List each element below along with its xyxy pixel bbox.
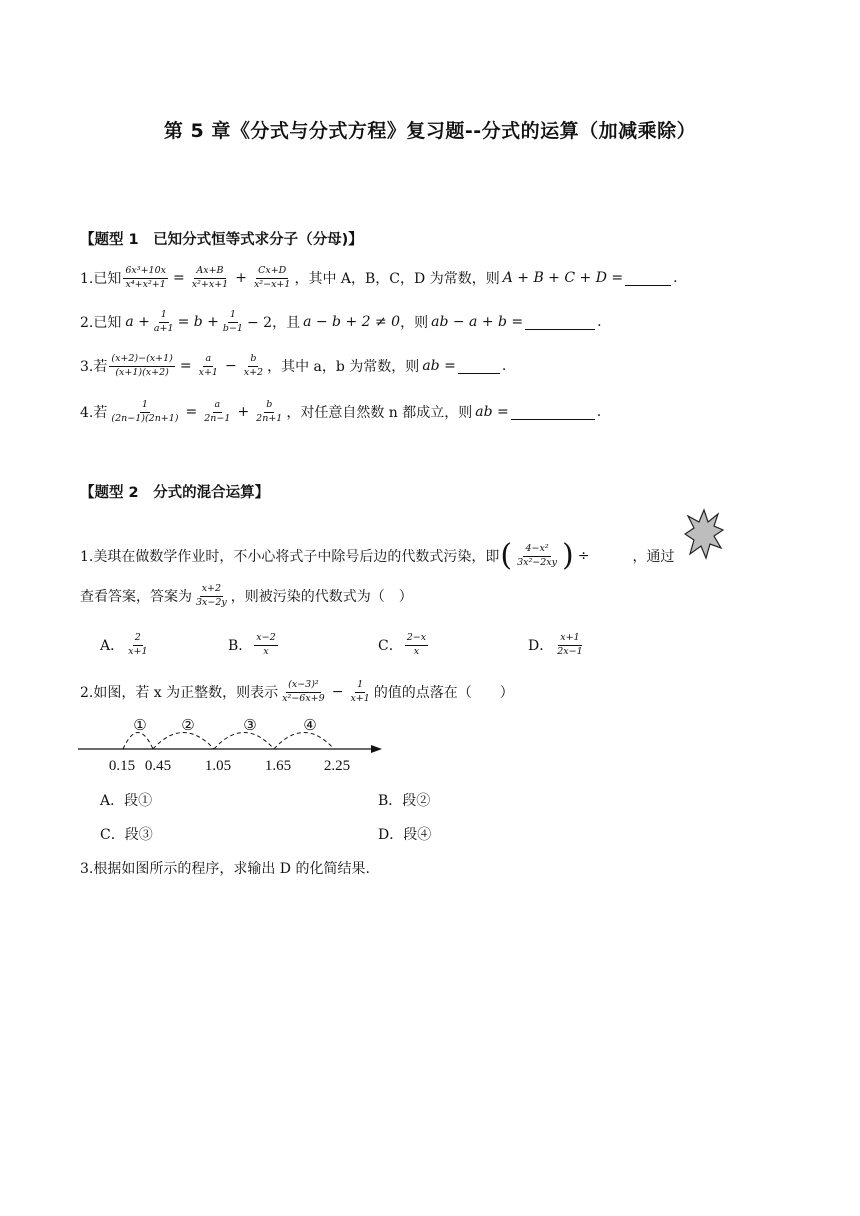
answer-blank[interactable] — [625, 271, 671, 286]
answer-blank[interactable] — [458, 359, 500, 374]
option-d[interactable]: D． $\frac{x+1}{2x-1}$ — [528, 631, 583, 657]
question-2-3: 3.根据如图所示的程序，求输出 D 的化简结果. — [80, 861, 370, 877]
fraction: $\frac{(x+2)-(x+1)}{(x+1)(x+2)}$ — [111, 352, 173, 378]
q-text: 2.如图，若 x 为正整数，则表示 — [80, 685, 279, 701]
fraction: $\frac{b}{x+2}$ — [243, 352, 264, 378]
segment-arc — [123, 733, 153, 750]
q-prefix: 3.若 — [80, 359, 108, 375]
question-1-3: 3.若 $\frac{(x+2)-(x+1)}{(x+1)(x+2)}$ = $\frac{a}{x+1}$ − $\frac{b}{x+2}$ ，其中 a，b 为常数，则 ab = . — [80, 352, 507, 378]
answer-blank[interactable] — [525, 315, 595, 330]
fraction: $\frac{x+2}{3x-2y}$ — [196, 582, 227, 608]
segment-arc — [153, 733, 214, 750]
fraction: $\frac{\text{6x³+10x}}{\text{x⁴+x²+1}}$ — [125, 264, 166, 290]
tick-label: 1.05 — [204, 758, 232, 774]
tick-label: 1.65 — [264, 758, 292, 774]
question-1-1: 1.已知 $\frac{\text{6x³+10x}}{\text{x⁴+x²+1}}$ = $\frac{Ax+B}{\text{x²+x+1}}$ + $\frac{Cx+D}{\text{x²−x+1}}$ ，其中 A，B，C，D 为常数，则 A + B + C + D = . — [80, 264, 678, 290]
option-c[interactable]: C．段③ — [100, 827, 153, 843]
number-line-figure — [76, 712, 388, 776]
fraction: $\frac{1}{a+1}$ — [153, 308, 174, 334]
question-2-2: 2.如图，若 x 为正整数，则表示 $\frac{\text{(x−3)²}}{\text{x²−6x+9}}$ − $\frac{1}{x+1}$ 的值的点落在（ ） — [80, 678, 514, 704]
segment-label: ③ — [243, 716, 257, 734]
tick-label: 2.25 — [323, 758, 351, 774]
ink-stain-icon — [684, 508, 724, 560]
option-d[interactable]: D．段④ — [378, 827, 432, 843]
option-a[interactable]: A． $\frac{2}{x+1}$ — [100, 631, 148, 657]
question-1-4: 4.若 $\frac{1}{(2n-1)(2n+1)}$ = $\frac{a}{2n-1}$ + $\frac{b}{2n+1}$ ，对任意自然数 n 都成立，则 ab = . — [80, 398, 602, 424]
answer-blank[interactable] — [511, 405, 595, 420]
section-1-heading: 【题型 1 已知分式恒等式求分子（分母)】 — [80, 232, 363, 248]
fraction: $\frac{a}{2n-1}$ — [204, 398, 231, 424]
segment-label: ② — [181, 716, 195, 734]
fraction: $\frac{Ax+B}{\text{x²+x+1}}$ — [191, 264, 229, 290]
question-2-1-line1: 1.美琪在做数学作业时，不小心将式子中除号后边的代数式污染，即 ( $\frac{\text{4−x²}}{\text{3x²−2xy}}$ ) ÷ ，通过 — [80, 538, 675, 573]
option-c[interactable]: C． $\frac{2-x}{x}$ — [378, 631, 427, 657]
arrow-icon — [371, 745, 382, 753]
segment-arc — [214, 733, 274, 750]
fraction: $\frac{b}{2n+1}$ — [256, 398, 283, 424]
section-2-heading: 【题型 2 分式的混合运算】 — [80, 485, 270, 501]
tick-label: 0.15 — [108, 758, 136, 774]
page-title: 第 5 章《分式与分式方程》复习题--分式的运算（加减乘除） — [163, 120, 697, 142]
q-text: 1.美琪在做数学作业时，不小心将式子中除号后边的代数式污染，即 — [80, 549, 500, 565]
fraction: $\frac{\text{(x−3)²}}{\text{x²−6x+9}}$ — [282, 678, 325, 704]
q-text: 查看答案，答案为 — [80, 589, 192, 605]
segment-label: ① — [133, 716, 147, 734]
fraction: $\frac{Cx+D}{\text{x²−x+1}}$ — [253, 264, 291, 290]
question-1-2: 2.已知 a + $\frac{1}{a+1}$ = b + $\frac{1}{b-1}$ − 2，且 a − b + 2 ≠ 0 ，则 ab − a + b = . — [80, 308, 602, 334]
fraction: $\frac{1}{b-1}$ — [222, 308, 243, 334]
q-prefix: 1.已知 — [80, 271, 122, 287]
option-b[interactable]: B．段② — [378, 793, 431, 809]
segment-label: ④ — [303, 716, 317, 734]
q-prefix: 4.若 — [80, 405, 108, 421]
q-text: ，其中 A，B，C，D 为常数，则 — [294, 271, 500, 287]
fraction: $\frac{a}{x+1}$ — [198, 352, 218, 378]
option-a[interactable]: A．段① — [100, 793, 153, 809]
q-expr: A + B + C + D = — [502, 270, 624, 286]
option-b[interactable]: B． $\frac{x-2}{x}$ — [228, 631, 276, 657]
q-prefix: 2.已知 — [80, 315, 122, 331]
tick-label: 0.45 — [144, 758, 172, 774]
fraction: $\frac{1}{(2n-1)(2n+1)}$ — [111, 398, 179, 424]
fraction: $\frac{1}{x+1}$ — [350, 678, 370, 704]
segment-arc — [274, 733, 334, 750]
fraction: $\frac{\text{4−x²}}{\text{3x²−2xy}}$ — [517, 542, 558, 568]
question-2-1-line2: 查看答案，答案为 $\frac{x+2}{3x-2y}$ ，则被污染的代数式为（ ） — [80, 582, 413, 608]
